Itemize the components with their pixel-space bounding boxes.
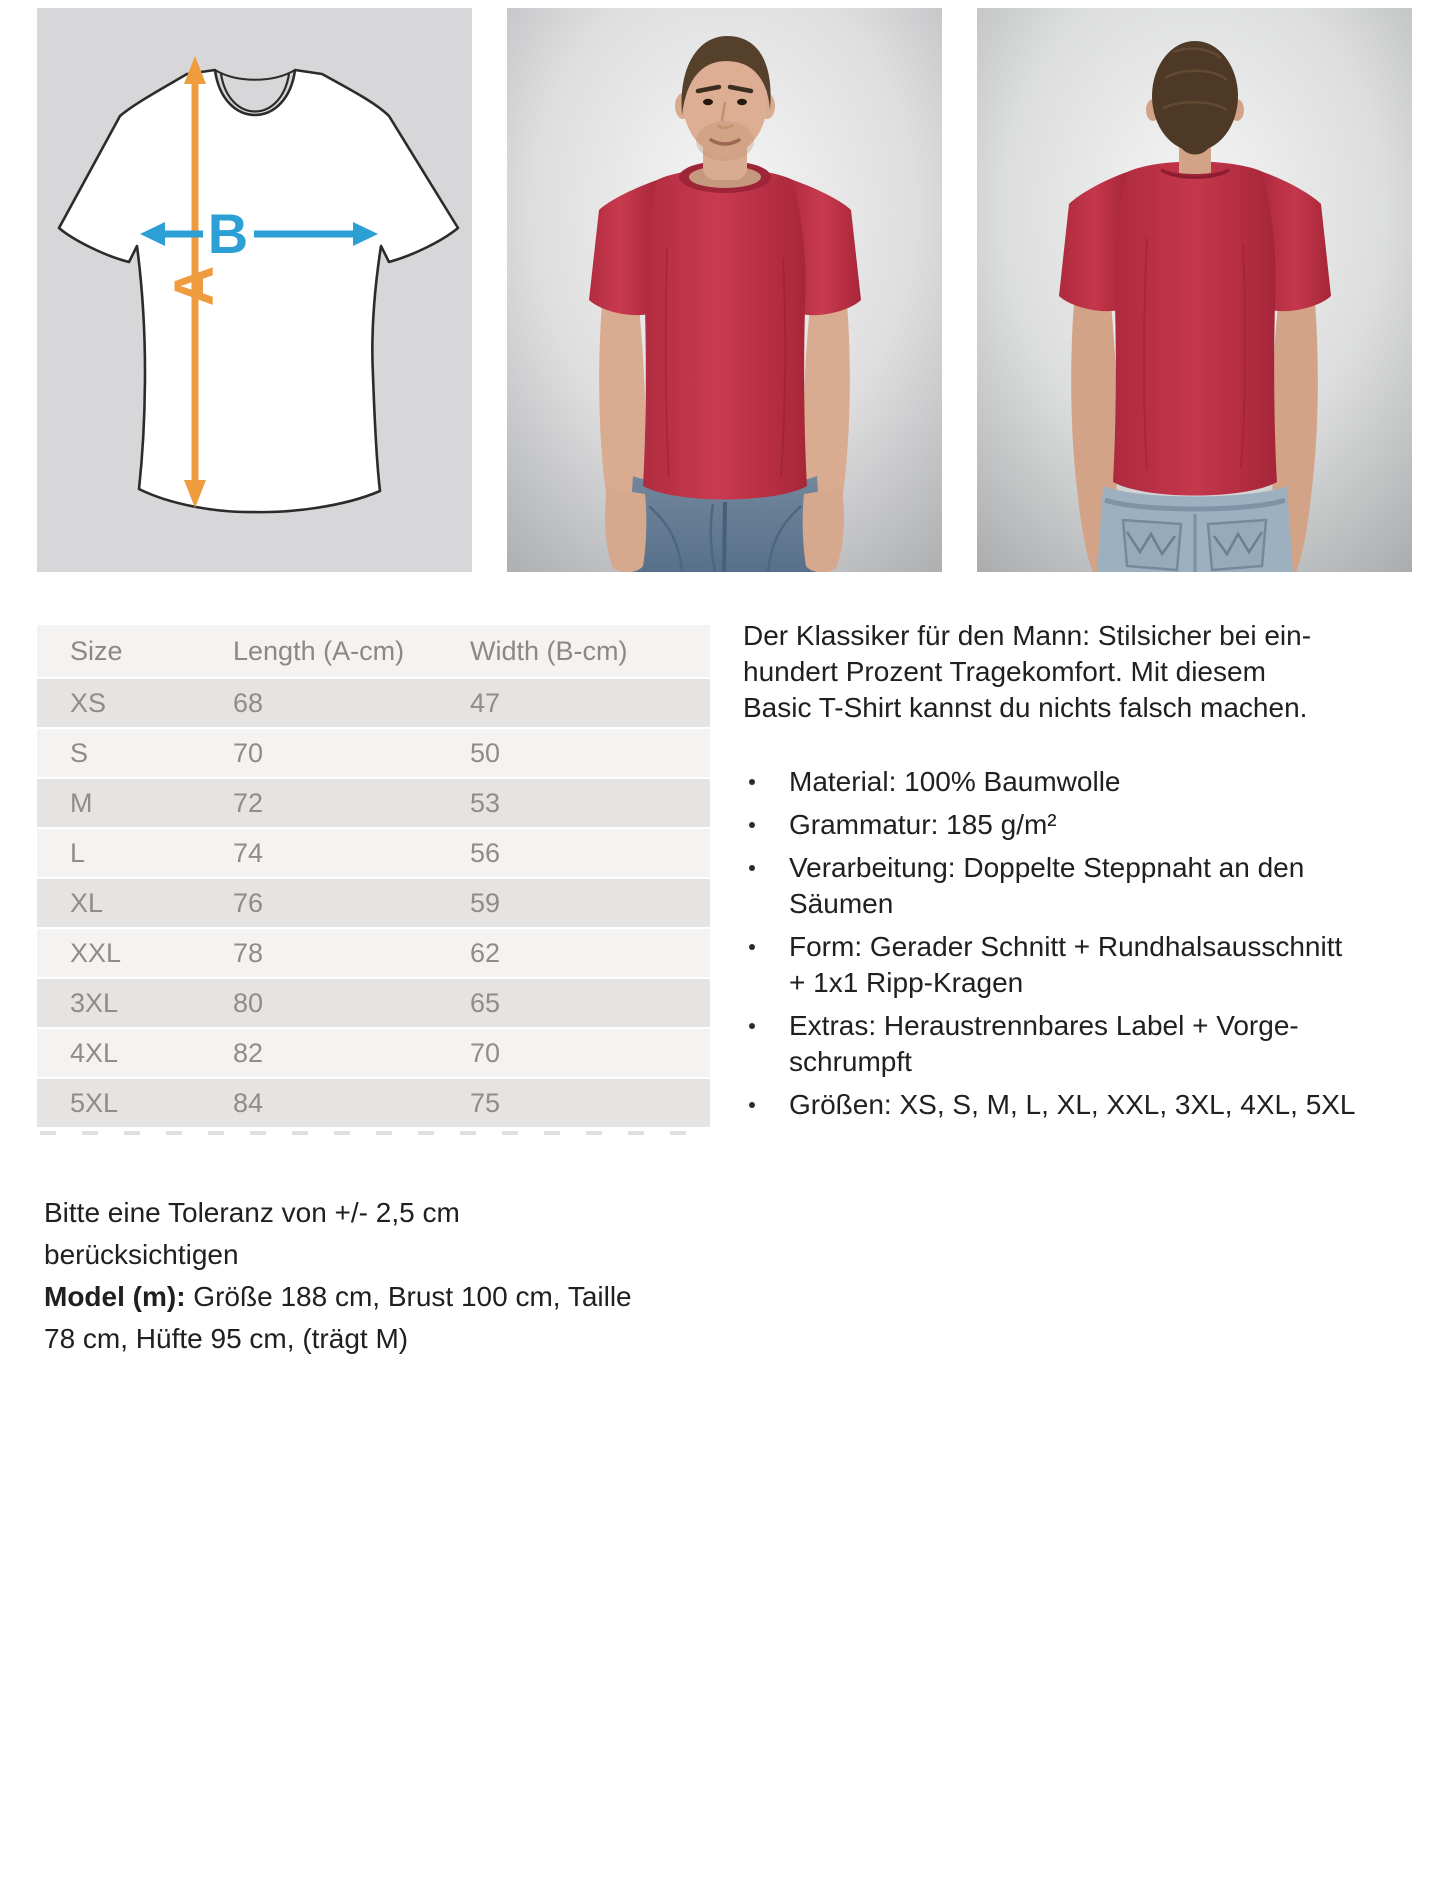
clipped-row-remnant (40, 1131, 695, 1135)
cell-width: 75 (470, 1087, 501, 1118)
description-intro-line: Der Klassiker für den Mann: Stilsicher bei ein- (743, 620, 1312, 651)
cell-size: L (70, 837, 86, 868)
col-header-size: Size (70, 635, 123, 666)
col-header-width: Width (B-cm) (470, 635, 628, 666)
cell-length: 80 (233, 987, 264, 1018)
cell-size: 5XL (70, 1087, 119, 1118)
description-intro-line: Basic T-Shirt kannst du nichts falsch machen. (743, 692, 1308, 723)
table-row (37, 879, 710, 929)
model-label: Model (m): (44, 1281, 186, 1312)
bullet-icon (743, 1087, 789, 1123)
tolerance-note (44, 1192, 644, 1276)
table-row (37, 1029, 710, 1079)
cell-length: 72 (233, 787, 264, 818)
feature-item-seams: Verarbeitung: Doppelte Steppnaht an den Säumen (743, 850, 1433, 922)
bullet-icon (743, 929, 789, 1001)
feature-item-grammage: Grammatur: 185 g/m² (743, 807, 1433, 843)
table-row (37, 929, 710, 979)
bullet-icon (743, 807, 789, 843)
cell-size: 3XL (70, 987, 119, 1018)
table-row (37, 729, 710, 779)
cell-length: 70 (233, 737, 264, 768)
tshirt-diagram-graphic (37, 8, 472, 572)
description-intro-line: hundert Prozent Tragekomfort. Mit diesem (743, 656, 1266, 687)
bullet-icon (743, 1008, 789, 1080)
model-info-line-2 (44, 1318, 644, 1360)
table-row (37, 679, 710, 729)
cell-width: 47 (470, 687, 501, 718)
model-back-photo (977, 8, 1412, 572)
cell-width: 50 (470, 737, 501, 768)
model-front-photo (507, 8, 942, 572)
cell-width: 59 (470, 887, 501, 918)
col-header-length: Length (A-cm) (233, 635, 405, 666)
cell-size: XXL (70, 937, 122, 968)
cell-size: M (70, 787, 93, 818)
feature-item-sizes: Größen: XS, S, M, L, XL, XXL, 3XL, 4XL, 5XL (743, 1087, 1433, 1123)
model-front-graphic (507, 8, 942, 572)
label-a: A (162, 265, 225, 307)
table-row (37, 979, 710, 1029)
model-back-graphic (977, 8, 1412, 572)
measurement-diagram (37, 8, 472, 572)
tolerance-text: Bitte eine Toleranz von +/- 2,5 cm berücksichtigen (44, 1197, 460, 1270)
cell-length: 82 (233, 1037, 264, 1068)
model-measurements-1: Größe 188 cm, Brust 100 cm, Taille (185, 1281, 632, 1312)
cell-size: XL (70, 887, 104, 918)
table-row (37, 829, 710, 879)
bullet-icon (743, 764, 789, 800)
measurement-notes (44, 1192, 644, 1360)
model-info-line-1 (44, 1276, 644, 1318)
cell-width: 56 (470, 837, 501, 868)
cell-length: 76 (233, 887, 264, 918)
size-chart-table (37, 625, 710, 1129)
feature-list (743, 764, 1433, 1123)
cell-length: 74 (233, 837, 264, 868)
cell-size: 4XL (70, 1037, 119, 1068)
cell-size: XS (70, 687, 107, 718)
cell-width: 65 (470, 987, 501, 1018)
cell-width: 53 (470, 787, 501, 818)
size-chart-header-row (37, 625, 710, 679)
feature-item-form: Form: Gerader Schnitt + Rundhalsausschnitt + 1x1 Ripp-Kragen (743, 929, 1433, 1001)
cell-length: 68 (233, 687, 264, 718)
bullet-icon (743, 850, 789, 922)
cell-length: 78 (233, 937, 264, 968)
cell-width: 70 (470, 1037, 501, 1068)
product-description (743, 618, 1433, 1130)
table-row (37, 1079, 710, 1129)
model-measurements-2: 78 cm, Hüfte 95 cm, (trägt M) (44, 1323, 409, 1354)
feature-item-material: Material: 100% Baumwolle (743, 764, 1433, 800)
cell-width: 62 (470, 937, 501, 968)
feature-item-extras: Extras: Heraustrennbares Label + Vorge- schrumpft (743, 1008, 1433, 1080)
label-b: B (207, 202, 249, 265)
table-row (37, 779, 710, 829)
cell-length: 84 (233, 1087, 264, 1118)
cell-size: S (70, 737, 89, 768)
